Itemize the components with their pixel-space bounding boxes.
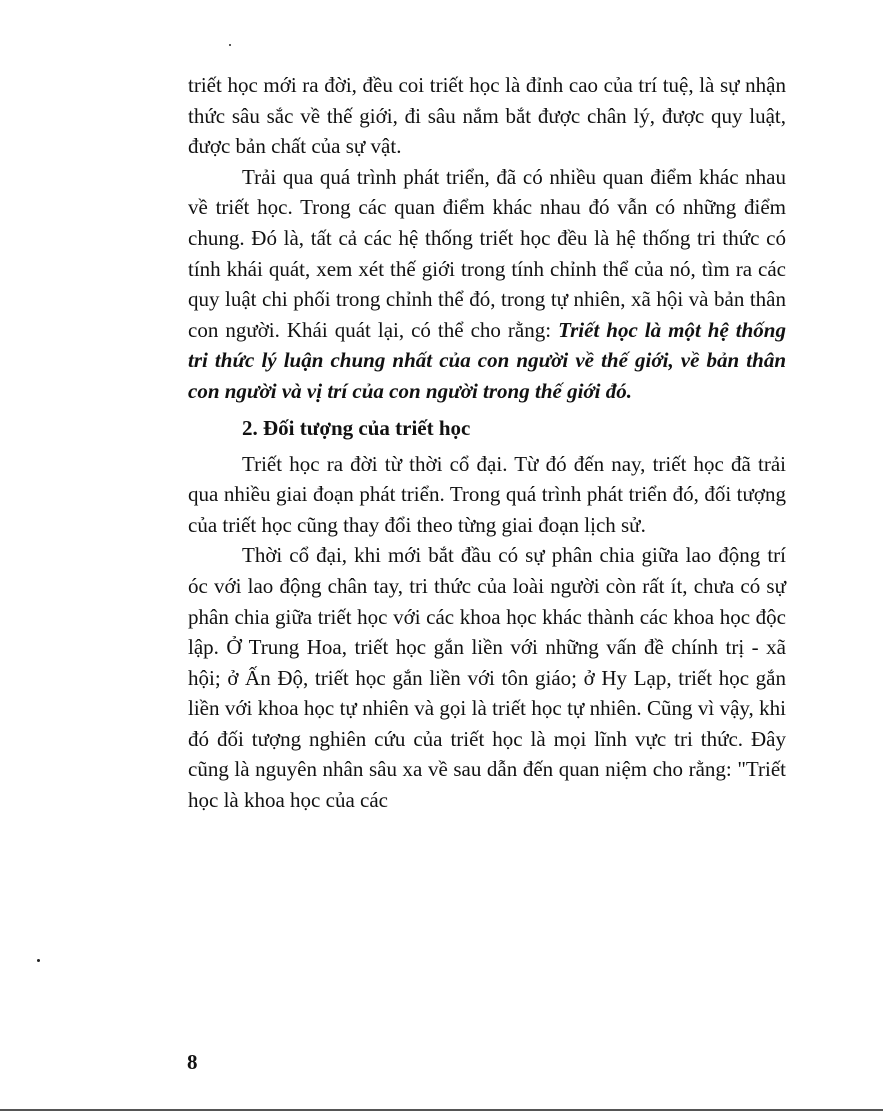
- body-text: [188, 70, 786, 816]
- scan-speck: [37, 959, 40, 962]
- scan-speck: [229, 44, 231, 46]
- paragraph-2-text: Trải qua quá trình phát triển, đã có nhiều quan điểm khác nhau về triết học. Trong các quan điểm khác nhau đó vẫn có những điểm chung. Đó là, tất cả các hệ thống triết học đều là hệ thống tri thức có tính khái quát, xem xét thế giới trong tính chỉnh thể của nó, tìm ra các quy luật chi phối trong chỉnh thể đó, trong tự nhiên, xã hội và bản thân con người. Khái quát lại, có thể cho rằng:: [188, 164, 786, 342]
- paragraph-4: Thời cổ đại, khi mới bắt đầu có sự phân chia giữa lao động trí óc với lao động chân tay, tri thức của loài người còn rất ít, chưa có sự phân chia giữa triết học với các khoa học khác thành các khoa học độc lập. Ở Trung Hoa, triết học gắn liền với những vấn đề chính trị - xã hội; ở Ấn Độ, triết học gắn liền với tôn giáo; ở Hy Lạp, triết học gắn liền với khoa học tự nhiên và gọi là triết học tự nhiên. Cũng vì vậy, khi đó đối tượng nghiên cứu của triết học là mọi lĩnh vực tri thức. Đây cũng là nguyên nhân sâu xa về sau dẫn đến quan niệm cho rằng: "Triết học là khoa học của các: [188, 543, 786, 813]
- paragraph-3: Triết học ra đời từ thời cổ đại. Từ đó đến nay, triết học đã trải qua nhiều giai đoạn phát triển. Trong quá trình phát triển đó, đối tượng của triết học cũng thay đổi theo từng giai đoạn lịch sử.: [188, 451, 786, 537]
- definition-emphasis: Triết học là một hệ thống tri thức lý luận chung nhất của con người về thế giới, về bản thân con người và vị trí của con người trong thế giới đó.: [188, 317, 786, 403]
- page-number: 8: [187, 1050, 198, 1074]
- section-heading: 2. Đối tượng của triết học: [242, 415, 471, 440]
- paragraph-2: [188, 162, 786, 407]
- bottom-rule: [0, 1109, 883, 1111]
- paragraph-1: triết học mới ra đời, đều coi triết học là đỉnh cao của trí tuệ, là sự nhận thức sâu sắc về thế giới, đi sâu nắm bắt được chân lý, được quy luật, được bản chất của sự vật.: [188, 73, 786, 159]
